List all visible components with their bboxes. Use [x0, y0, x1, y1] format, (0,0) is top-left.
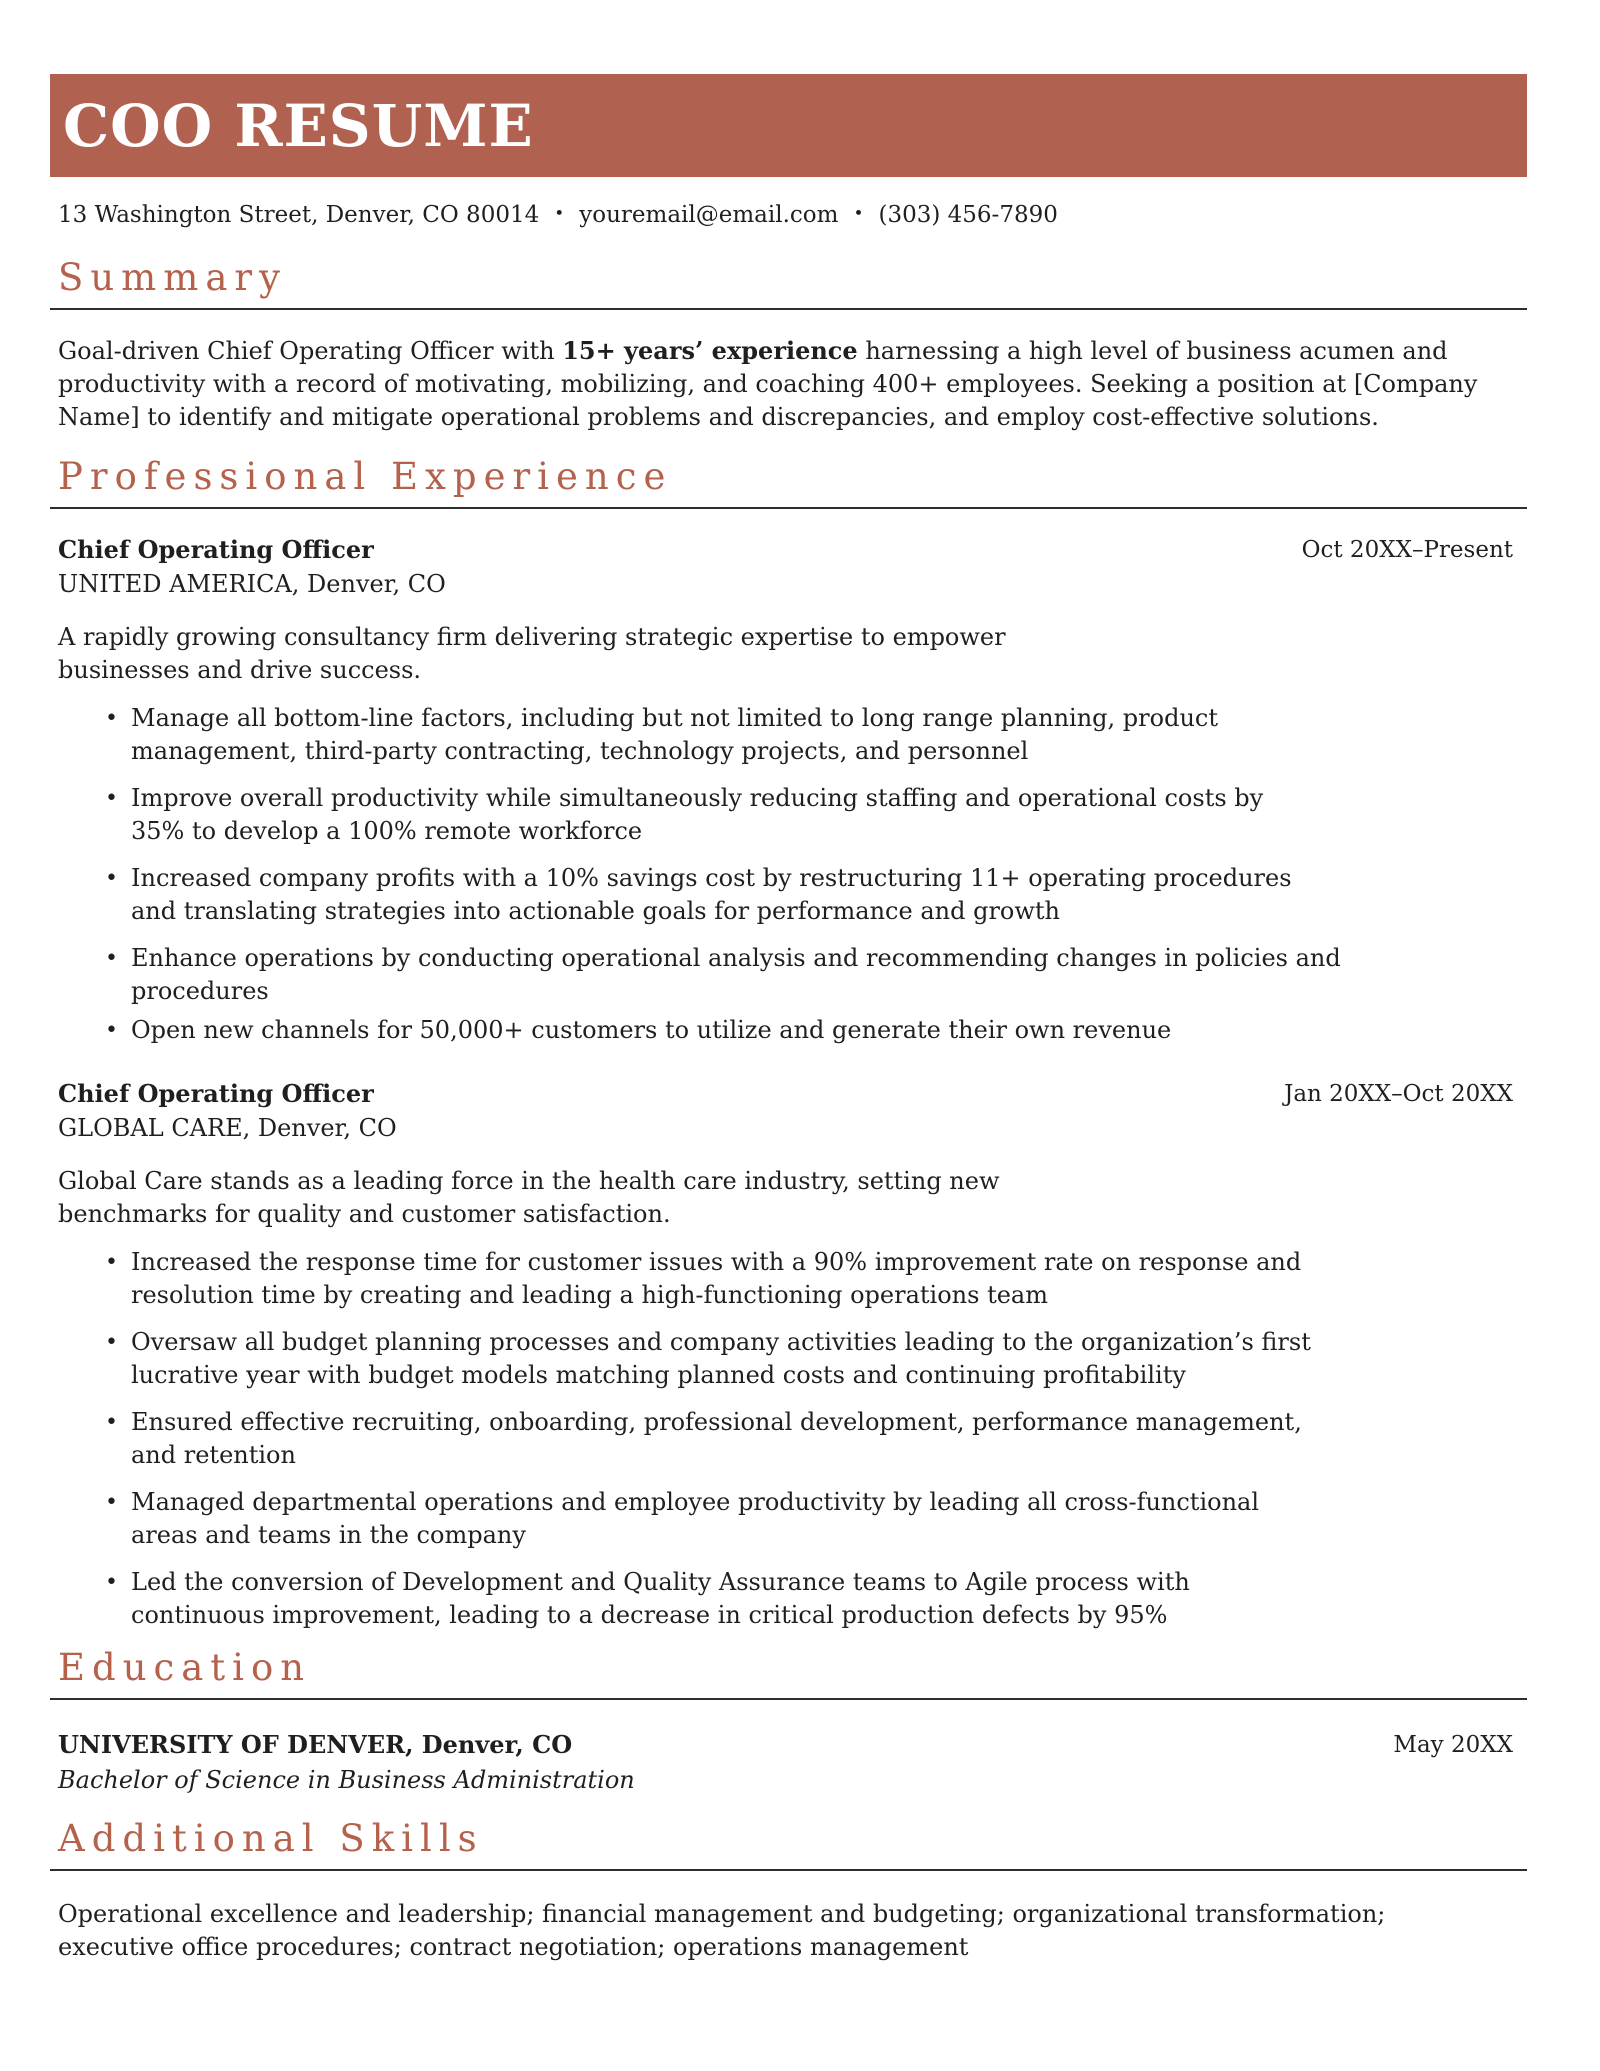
bullet-line: resolution time by creating and leading a high-functioning operations team — [131, 1281, 1048, 1309]
section-divider — [50, 1698, 1527, 1700]
summary-line-text: harnessing a high level of business acumen and — [857, 337, 1448, 365]
contact-email: youremail@email.com — [579, 202, 839, 228]
job-description — [58, 621, 1527, 687]
education-degree: Bachelor of Science in Business Administration — [58, 1766, 635, 1794]
bullet-item — [105, 1486, 1527, 1552]
bullet-dot-icon: • — [105, 1570, 118, 1595]
summary-line: productivity with a record of motivating, mobilizing, and coaching 400+ employees. Seeking a position at [Company — [58, 370, 1478, 398]
summary-section — [50, 256, 1527, 434]
job-dates: Jan 20XX–Oct 20XX — [1284, 1081, 1513, 1107]
bullet-dot-icon: • — [105, 1490, 118, 1515]
bullet-item — [105, 1246, 1527, 1312]
job-title-company — [58, 1079, 397, 1143]
skills-section — [50, 1817, 1527, 1964]
bullet-line: Manage all bottom-line factors, including but not limited to long range planning, product — [131, 704, 1218, 732]
contact-separator-dot: • — [554, 204, 565, 224]
contact-separator-dot: • — [853, 204, 864, 224]
bullet-line: Led the conversion of Development and Quality Assurance teams to Agile process with — [131, 1568, 1190, 1596]
bullet-item — [105, 1326, 1527, 1392]
bullet-line: areas and teams in the company — [131, 1521, 526, 1549]
job-description-line: benchmarks for quality and customer satisfaction. — [58, 1200, 671, 1228]
bullet-line: and translating strategies into actionable goals for performance and growth — [131, 897, 1061, 925]
bullet-item — [105, 1406, 1527, 1472]
bullet-item — [105, 942, 1527, 1008]
contact-line — [58, 199, 1527, 230]
bullet-text — [131, 1406, 1302, 1472]
summary-line-text: Goal-driven Chief Operating Officer with — [58, 337, 563, 365]
bullet-dot-icon: • — [105, 1018, 118, 1043]
summary-text — [58, 334, 1527, 434]
job-dates: Oct 20XX–Present — [1301, 537, 1513, 563]
bullet-text — [131, 1566, 1190, 1632]
section-divider — [50, 308, 1527, 310]
bullet-line: Ensured effective recruiting, onboarding, professional development, performance management, — [131, 1408, 1302, 1436]
job-description-line: businesses and drive success. — [58, 656, 422, 684]
bullet-item — [105, 782, 1527, 848]
experience-heading: Professional Experience — [58, 455, 673, 498]
contact-address: 13 Washington Street, Denver, CO 80014 — [58, 202, 540, 228]
bullet-line: lucrative year with budget models matching planned costs and continuing profitability — [131, 1361, 1186, 1389]
skills-heading: Additional Skills — [58, 1817, 484, 1860]
experience-section — [50, 455, 1527, 1632]
contact-phone: (303) 456-7890 — [878, 202, 1058, 228]
bullet-item — [105, 1566, 1527, 1632]
bullet-line: Oversaw all budget planning processes and company activities leading to the organization’s first — [131, 1328, 1311, 1356]
title-banner — [50, 74, 1527, 177]
education-section — [50, 1646, 1527, 1796]
education-school: UNIVERSITY OF DENVER, Denver, CO — [58, 1730, 573, 1759]
bullet-dot-icon: • — [105, 1330, 118, 1355]
bullet-text — [131, 1246, 1301, 1312]
summary-bold-text: 15+ years’ experience — [562, 336, 858, 365]
bullet-line: procedures — [131, 977, 269, 1005]
bullet-dot-icon: • — [105, 1410, 118, 1435]
bullet-text — [131, 1326, 1311, 1392]
bullet-dot-icon: • — [105, 946, 118, 971]
education-heading: Education — [58, 1646, 312, 1689]
section-divider — [50, 1869, 1527, 1871]
job-title: Chief Operating Officer — [58, 1079, 374, 1108]
education-entry-header — [58, 1730, 1527, 1760]
bullet-line: continuous improvement, leading to a decrease in critical production defects by 95% — [131, 1601, 1168, 1629]
skills-text — [58, 1898, 1527, 1964]
job-block-global-care — [58, 1079, 1527, 1632]
summary-line — [58, 334, 1527, 368]
job-header — [58, 535, 1527, 599]
job-bullet-list — [58, 1246, 1527, 1632]
job-block-united-america — [58, 535, 1527, 1047]
job-title-company — [58, 535, 446, 599]
bullet-line: management, third-party contracting, technology projects, and personnel — [131, 737, 1029, 765]
bullet-line: Managed departmental operations and employee productivity by leading all cross-functional — [131, 1488, 1260, 1516]
job-title: Chief Operating Officer — [58, 535, 374, 564]
bullet-text — [131, 1014, 1171, 1047]
bullet-dot-icon: • — [105, 1250, 118, 1275]
bullet-dot-icon: • — [105, 706, 118, 731]
bullet-item — [105, 862, 1527, 928]
job-company: GLOBAL CARE, Denver, CO — [58, 1114, 397, 1142]
skills-line: Operational excellence and leadership; financial management and budgeting; organizational transformation; — [58, 1900, 1386, 1928]
bullet-line: Enhance operations by conducting operational analysis and recommending changes in policies and — [131, 944, 1341, 972]
job-header — [58, 1079, 1527, 1143]
job-company: UNITED AMERICA, Denver, CO — [58, 570, 446, 598]
bullet-text — [131, 862, 1292, 928]
bullet-text — [131, 782, 1263, 848]
job-description-line: Global Care stands as a leading force in the health care industry, setting new — [58, 1167, 1000, 1195]
bullet-line: 35% to develop a 100% remote workforce — [131, 817, 643, 845]
bullet-line: and retention — [131, 1441, 296, 1469]
education-dates: May 20XX — [1393, 1732, 1513, 1758]
job-description — [58, 1165, 1527, 1231]
section-divider — [50, 507, 1527, 509]
bullet-line: Open new channels for 50,000+ customers to utilize and generate their own revenue — [131, 1016, 1172, 1044]
education-entry — [58, 1730, 1527, 1796]
job-bullet-list — [58, 702, 1527, 1047]
job-description-line: A rapidly growing consultancy firm delivering strategic expertise to empower — [58, 623, 1006, 651]
bullet-item — [105, 1014, 1527, 1047]
bullet-text — [131, 702, 1218, 768]
bullet-item — [105, 702, 1527, 768]
bullet-text — [131, 1486, 1259, 1552]
summary-heading: Summary — [58, 256, 287, 299]
resume-title: COO RESUME — [63, 91, 534, 160]
bullet-line: Increased the response time for customer issues with a 90% improvement rate on response and — [131, 1248, 1302, 1276]
bullet-dot-icon: • — [105, 786, 118, 811]
bullet-line: Increased company profits with a 10% savings cost by restructuring 11+ operating procedures — [131, 864, 1292, 892]
summary-line: Name] to identify and mitigate operational problems and discrepancies, and employ cost-effective solutions. — [58, 403, 1379, 431]
bullet-line: Improve overall productivity while simultaneously reducing staffing and operational costs by — [131, 784, 1264, 812]
bullet-dot-icon: • — [105, 866, 118, 891]
bullet-text — [131, 942, 1341, 1008]
skills-line: executive office procedures; contract negotiation; operations management — [58, 1933, 969, 1961]
